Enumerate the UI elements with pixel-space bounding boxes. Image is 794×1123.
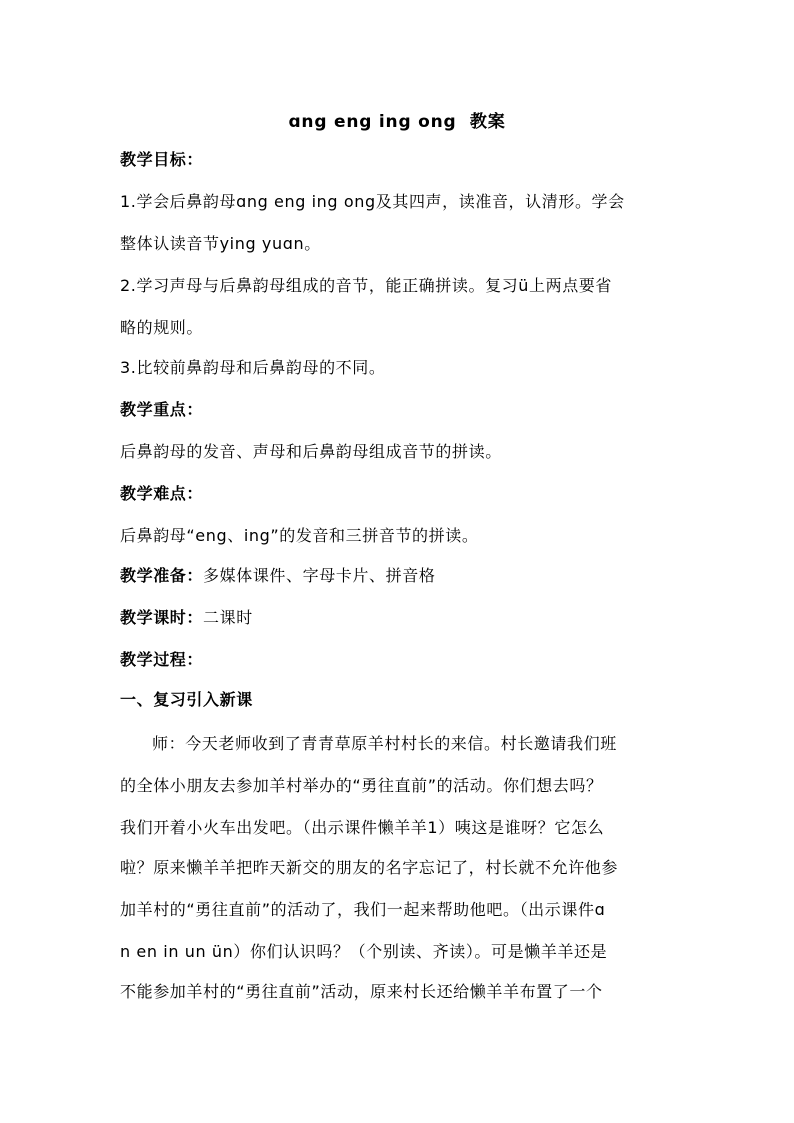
hours-line — [120, 608, 680, 628]
preparation-label: 教学准备： — [120, 566, 204, 585]
paragraph-line-3: 我们开着小火车出发吧。（出示课件懒羊羊1）咦这是谁呀？它怎么 — [120, 818, 605, 837]
preparation-text: 多媒体课件、字母卡片、拼音格 — [203, 566, 436, 585]
key-points-heading: 教学重点： — [120, 400, 204, 419]
hours-label: 教学课时： — [120, 608, 204, 627]
paragraph-line-4: 啦？原来懒羊羊把昨天新交的朋友的名字忘记了，村长就不允许他参 — [120, 858, 619, 877]
preparation-line — [120, 566, 680, 586]
objective-line-2: 整体认读音节ying yuɑn。 — [120, 234, 321, 253]
paragraph-line-2: 的全体小朋友去参加羊村举办的“勇往直前”的活动。你们想去吗？ — [120, 776, 603, 795]
objectives-heading: 教学目标： — [120, 150, 204, 169]
process-heading: 教学过程： — [120, 650, 204, 669]
document-title: ɑng eng ing ong 教案 — [288, 112, 506, 132]
hours-text: 二课时 — [203, 608, 253, 627]
difficulties-heading: 教学难点： — [120, 484, 204, 503]
paragraph-line-5: 加羊村的“勇往直前”的活动了，我们一起来帮助他吧。（出示课件ɑ — [120, 900, 606, 919]
key-points-text: 后鼻韵母的发音、声母和后鼻韵母组成音节的拼读。 — [120, 442, 502, 461]
section1-heading: 一、复习引入新课 — [120, 690, 253, 709]
paragraph-line-7: 不能参加羊村的“勇往直前”活动，原来村长还给懒羊羊布置了一个 — [120, 982, 603, 1001]
objective-line-5: 3.比较前鼻韵母和后鼻韵母的不同。 — [120, 358, 386, 377]
objective-line-3: 2.学习声母与后鼻韵母组成的音节，能正确拼读。复习ü上两点要省 — [120, 276, 613, 295]
paragraph-line-6: n en in un ün）你们认识吗？（个别读、齐读）。可是懒羊羊还是 — [120, 942, 608, 961]
paragraph-line-1: 师：今天老师收到了青青草原羊村村长的来信。村长邀请我们班 — [152, 734, 617, 753]
objective-line-1: 1.学会后鼻韵母ɑng eng ing ong及其四声，读准音，认清形。学会 — [120, 192, 625, 211]
difficulties-text: 后鼻韵母“eng、ing”的发音和三拼音节的拼读。 — [120, 526, 479, 545]
objective-line-4: 略的规则。 — [120, 318, 204, 337]
